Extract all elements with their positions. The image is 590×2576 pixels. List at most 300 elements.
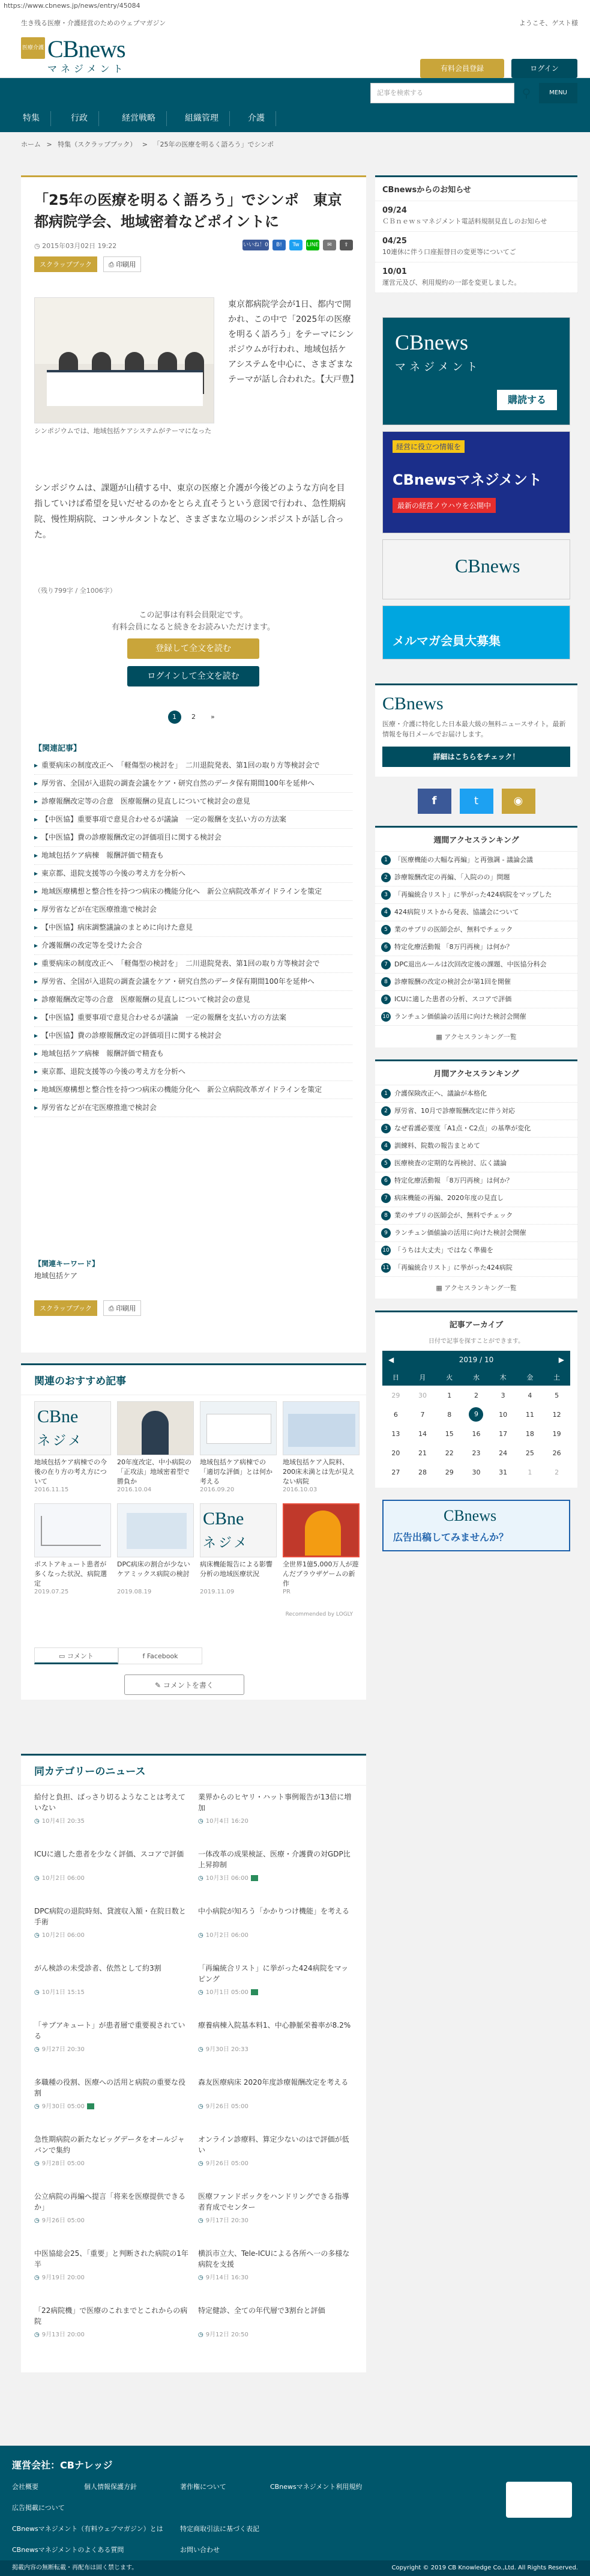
keyword-heading: 【関連キーワード】: [34, 1259, 100, 1268]
nav-item-admin[interactable]: 行政: [60, 111, 99, 126]
news-title: 「22病院機」で医療のこれまでとこれからの病院: [34, 2306, 188, 2326]
rank-item[interactable]: 8 業のサブリの医師会が、無料でチェック: [375, 1207, 577, 1225]
notice-item[interactable]: [375, 201, 577, 232]
mailmag-button[interactable]: 詳細はこちらをチェック！: [382, 747, 570, 767]
rank-text: 厚労省、10月で診療報酬改定に伴う対応: [394, 1107, 515, 1115]
ranking-more-link[interactable]: [375, 1277, 577, 1299]
archive-box: [375, 1311, 577, 1488]
rec-date: 2019.11.09: [200, 1589, 235, 1595]
logo-brand: CBnews: [47, 35, 125, 62]
footer-link[interactable]: 著作権について: [180, 2483, 226, 2491]
news-date: 10月3日 06:00: [205, 1875, 248, 1882]
calendar-day[interactable]: 12: [552, 1410, 561, 1419]
rank-text: 「再編統合リスト」に挙がった424病院: [394, 1264, 513, 1271]
news-date: 9月28日 05:00: [41, 2160, 85, 2167]
related-item[interactable]: ▸ 【中医協】病床調整議論のまとめに向けた意見: [34, 919, 352, 937]
logly-credit: Recommended by LOGLY: [285, 1611, 353, 1617]
recommend-title: 関連のおすすめ記事: [21, 1365, 366, 1395]
recommend-section: [21, 1363, 366, 1700]
news-item[interactable]: [34, 1792, 190, 1825]
rank-item[interactable]: 7 病床機能の再編、2020年度の見直し: [375, 1190, 577, 1207]
tab-comment-label: コメント: [67, 1652, 94, 1660]
nav-item-org[interactable]: 組織管理: [174, 111, 230, 126]
rank-item[interactable]: 7 DPC退出ルールは次回改定後の課題、中医協分科会: [375, 956, 577, 974]
news-title: 森友医療病床 2020年度診療報酬改定を考える: [198, 2078, 349, 2087]
footer-link[interactable]: 会社概要: [12, 2483, 38, 2491]
news-title: 療養病棟入院基本料1、中心静脈栄養率が8.2%: [198, 2021, 351, 2029]
footer-link[interactable]: お問い合わせ: [180, 2546, 220, 2554]
rank-item[interactable]: 10 ランチュン価値論の活用に向けた検討会開催: [375, 1008, 577, 1026]
register-read-button[interactable]: 登録して全文を読む: [127, 638, 259, 659]
notice-text: 運営元及び、利用規約の一部を変更しました。: [382, 279, 521, 286]
news-item[interactable]: [34, 2020, 190, 2053]
rec-title: 地域包括ケア病棟での「適切な評価」とは何か考える: [200, 1458, 272, 1485]
social-follow: [375, 789, 577, 814]
news-date: 9月26日 05:00: [41, 2217, 85, 2224]
print-button[interactable]: [103, 256, 141, 272]
news-title: 医療ファンドボックをハンドリングできる指導者育成でセンター: [198, 2192, 349, 2211]
related-item[interactable]: ▸ 【中医協】費の診療報酬改定の評価項目に関する検討会: [34, 829, 352, 847]
rec-date: 2016.10.03: [283, 1487, 318, 1493]
sidebar: [375, 175, 577, 1551]
rec-date: 2019.07.25: [34, 1589, 69, 1595]
clock-icon: ◷: [198, 1932, 203, 1939]
nav-item-care[interactable]: 介護: [237, 111, 276, 126]
calendar-day[interactable]: 4: [528, 1391, 532, 1399]
related-item[interactable]: ▸ 診療報酬改定等の合意 医療報酬の見直しについて検討会の意見: [34, 991, 352, 1009]
rank-text: 医療検査の定期的な再検討、広く議論: [394, 1159, 507, 1167]
calendar-day[interactable]: 24: [499, 1449, 508, 1457]
news-date: 9月13日 20:00: [41, 2332, 85, 2338]
related-item[interactable]: ▸ 介護報酬の改定等を受けた会合: [34, 937, 352, 955]
news-item[interactable]: [198, 1963, 354, 1996]
calendar-day[interactable]: 7: [420, 1410, 425, 1419]
news-title: がん検診の未受診者、依然として約3割: [34, 1964, 161, 1972]
related-item[interactable]: ▸ 重要病床の制度改正へ 「軽傷型の検討を」 二川退院発表、第1回の取り方等検討会で: [34, 757, 352, 775]
rec-date: 2016.10.04: [117, 1487, 152, 1493]
ad-banner[interactable]: [382, 1500, 570, 1551]
mailmag-box: [375, 683, 577, 777]
twitter-button[interactable]: Tw: [289, 240, 303, 250]
news-title: DPC病院の退院時刻、貸渡収入額・在院日数と手術: [34, 1907, 186, 1926]
rank-item[interactable]: 3 なぜ看護必要度「A1点・C2点」の基準が変化: [375, 1120, 577, 1138]
news-title: 多職種の役割、医療への活用と病院の重要な役割: [34, 2078, 186, 2097]
news-item[interactable]: [198, 2305, 354, 2338]
calendar-day[interactable]: 5: [555, 1391, 559, 1399]
breadcrumb-home[interactable]: ホーム: [21, 141, 41, 148]
footer-link[interactable]: 個人情報保護方針: [84, 2483, 137, 2491]
related-item[interactable]: ▸ 東京都、退院支援等の今後の考え方を分析へ: [34, 1063, 352, 1081]
calendar-today-label: 9: [469, 1407, 483, 1422]
news-title: 横浜市立大、Tele-ICUによる各所へ一の多様な病院を支援: [198, 2249, 350, 2268]
article-body: シンポジウムは、課題が山積する中、東京の医療と介護が今後どのような方向を目指していけば希望を見いだせるのかをとらえ直そうという意図で行われ、急性期病院、慢性期病院、コンサルタントなど、さまざまな立場のシンポジストが話し合った。: [34, 483, 346, 540]
clock-icon: ◷: [198, 1875, 203, 1882]
news-date: 10月4日 20:35: [41, 1818, 85, 1825]
news-item[interactable]: [198, 2077, 354, 2110]
news-item[interactable]: [34, 2305, 190, 2338]
calendar-day[interactable]: 11: [525, 1410, 534, 1419]
rec-card[interactable]: CBne ネジメ 地域包括ケア病棟での今後の在り方の考え方について 2016.11.15: [34, 1401, 111, 1493]
rank-item[interactable]: 9 ICUに適した患者の分析、スコアで評価: [375, 991, 577, 1008]
logo-sub: マネジメント: [47, 63, 127, 74]
mail-button[interactable]: ✉: [323, 240, 336, 250]
rank-item[interactable]: 2 診療報酬改定の再編、「入院のの」問題: [375, 869, 577, 886]
news-date: 9月30日 20:33: [205, 2046, 248, 2053]
rank-item[interactable]: 8 診療報酬の改定の検討会が第1回を開催: [375, 974, 577, 991]
facebook-icon[interactable]: f: [418, 789, 451, 814]
category-news: [21, 1754, 366, 2372]
news-title: 特定健診、全ての年代層で3割台と評価: [198, 2306, 325, 2315]
rank-text: なぜ看護必要度「A1点・C2点」の基準が変化: [394, 1124, 531, 1132]
rank-text: 424病院リストから発表、協議会について: [394, 908, 519, 916]
news-item[interactable]: [198, 1792, 354, 1825]
print-label: 印刷用: [116, 1305, 136, 1312]
clock-icon: ◷: [198, 2274, 203, 2281]
news-section-title: 同カテゴリーのニュース: [21, 1756, 366, 1786]
rank-item[interactable]: 3 「再編統合リスト」に挙がった424病院をマップした: [375, 886, 577, 904]
rec-title: ポストアキュート患者が多くなった状況、病院選定: [34, 1560, 107, 1587]
calendar-day[interactable]: 30: [418, 1391, 427, 1399]
article-meta: [21, 232, 366, 256]
weekday: 日: [382, 1369, 409, 1386]
scrapbook-label: スクラップブック: [40, 1305, 92, 1312]
clock-icon: ◷: [198, 2046, 203, 2053]
news-item[interactable]: [34, 2077, 190, 2110]
calendar: [375, 1345, 577, 1488]
news-item[interactable]: [198, 2191, 354, 2224]
site-logo[interactable]: [21, 35, 135, 74]
breadcrumb-sep: >: [46, 141, 52, 148]
news-date: 9月30日 05:00: [41, 2103, 85, 2110]
news-item[interactable]: [34, 1849, 190, 1882]
calendar-day[interactable]: 14: [418, 1429, 427, 1438]
footer-link[interactable]: CBnewsマネジメント（有料ウェブマガジン）とは: [12, 2525, 163, 2533]
news-item[interactable]: [198, 1849, 354, 1882]
related-heading: 【関連記事】: [34, 744, 82, 753]
news-date: 10月4日 16:20: [205, 1818, 248, 1825]
news-item[interactable]: [198, 2248, 354, 2281]
paywall-text: 有料会員になると続きをお読みいただけます。: [112, 623, 275, 632]
notice-box: [375, 175, 577, 293]
calendar-day[interactable]: 29: [445, 1468, 454, 1476]
news-item[interactable]: [34, 2134, 190, 2167]
login-label: ログイン: [530, 64, 559, 73]
ranking-more-label: アクセスランキング一覧: [444, 1033, 517, 1041]
calendar-today[interactable]: [463, 1405, 490, 1424]
calendar-day[interactable]: 6: [393, 1410, 398, 1419]
calendar-day[interactable]: 22: [445, 1449, 454, 1457]
footer-note: 掲載内容の無断転載・再配布は固く禁じます。: [0, 2560, 590, 2576]
nav-item-strategy[interactable]: 経営戦略: [111, 111, 167, 126]
clock-icon: ◷: [34, 2103, 40, 2110]
banner2-text: 経営に役立つ情報を: [393, 440, 465, 453]
rank-item[interactable]: 6 特定化療活動報 「8万円再検」は何か？: [375, 1172, 577, 1190]
notice-item[interactable]: [375, 262, 577, 293]
rank-text: 診療報酬の改定の検討会が第1回を開催: [394, 978, 511, 986]
related-item[interactable]: ▸ 地域包括ケア病棟 報酬評価で精査も: [34, 847, 352, 865]
next-month-icon[interactable]: ▶: [558, 1356, 564, 1364]
ad-brand: CBnews: [444, 1507, 497, 1524]
rec-card[interactable]: CBne ネジメ 病床機能報告による影響分析の地域医療状況 2019.11.09: [200, 1503, 277, 1595]
related-item[interactable]: ▸ 【中医協】重要事項で意見合わせるが議論 一定の報酬を支払い方の方法案: [34, 1009, 352, 1027]
banner1-sub: マネジメント: [395, 361, 481, 374]
rank-item[interactable]: 6 特定化療活動報 「8万円再検」は何か？: [375, 939, 577, 956]
page-next[interactable]: »: [210, 713, 215, 721]
news-item[interactable]: [34, 1906, 190, 1939]
print-label: 印刷用: [116, 261, 136, 268]
calendar-day[interactable]: 16: [472, 1429, 481, 1438]
related-item[interactable]: ▸ 東京都、退院支援等の今後の考え方を分析へ: [34, 865, 352, 883]
footer-link[interactable]: CBnewsマネジメント利用規約: [270, 2483, 363, 2491]
banner-cbnews[interactable]: [382, 539, 570, 599]
notice-date: 09/24: [382, 206, 407, 215]
calendar-day[interactable]: 2: [474, 1391, 478, 1399]
clock-icon: ◷: [198, 1818, 203, 1825]
banner-mailmag[interactable]: [382, 605, 570, 659]
weekday: 金: [517, 1369, 544, 1386]
calendar-day[interactable]: 1: [447, 1391, 452, 1399]
rec-title: 地域包括ケア入院料、200床未満とは先が見えない病院: [283, 1458, 355, 1485]
notice-date: 10/01: [382, 267, 407, 276]
footer: [0, 2446, 590, 2576]
rec-card[interactable]: [117, 1503, 194, 1595]
calendar-day[interactable]: 27: [391, 1468, 400, 1476]
menu-button[interactable]: MENU: [539, 83, 577, 103]
related-item[interactable]: ▸ 厚労省、全国が入退院の調査会議をケア・研究自然のデータ保有期間100年を延伸へ: [34, 775, 352, 793]
banner1-title: CBnews: [395, 330, 469, 354]
related-item[interactable]: ▸ 診療報酬改定等の合意 医療報酬の見直しについて検討会の意見: [34, 793, 352, 811]
header: [0, 12, 590, 78]
calendar-day[interactable]: 2: [555, 1468, 559, 1476]
tab-facebook-label: Facebook: [146, 1652, 178, 1660]
facebook-like-button[interactable]: いいね！0: [242, 240, 269, 250]
weekday: 月: [409, 1369, 436, 1386]
rec-title: DPC病床の割合が少ないケアミックス病院の検討: [117, 1560, 190, 1578]
rec-date: 2016.09.20: [200, 1487, 235, 1493]
scrapbook-button[interactable]: [34, 256, 97, 272]
rank-text: 業のサブリの医師会が、無料でチェック: [394, 926, 513, 933]
related-item[interactable]: ▸ 地域医療構想と整合性を持つつ病床の機能分化へ 新公立病院改革ガイドラインを策定: [34, 1081, 352, 1099]
list-icon: ▦: [436, 1033, 445, 1041]
scrapbook-button[interactable]: [34, 1300, 97, 1316]
geotrust-seal[interactable]: [506, 2482, 572, 2518]
calendar-day[interactable]: 23: [472, 1449, 481, 1457]
news-title: ICUに適した患者を少なく評価、スコアで評価: [34, 1850, 184, 1858]
scrapbook-label: スクラップブック: [40, 261, 92, 268]
new-badge: [87, 2103, 94, 2109]
nav-item-feature[interactable]: 特集: [12, 111, 51, 126]
article-title: 「25年の医療を明るく語ろう」でシンポ 東京都病院学会、地域密着などポイントに: [34, 192, 342, 230]
calendar-day[interactable]: 13: [391, 1429, 400, 1438]
breadcrumb: [21, 139, 277, 149]
rank-text: 「うちは大丈夫」ではなく準備を: [394, 1246, 493, 1254]
search-icon[interactable]: ⚲: [522, 86, 531, 100]
rank-text: DPC退出ルールは次回改定後の課題、中医協分科会: [394, 960, 547, 968]
ranking-more-label: アクセスランキング一覧: [444, 1284, 517, 1292]
feed-icon[interactable]: ◉: [502, 789, 535, 814]
calendar-day[interactable]: 10: [499, 1410, 508, 1419]
breadcrumb-current: 「25年の医療を明るく語ろう」でシンポ: [153, 141, 274, 148]
rec-card[interactable]: [283, 1503, 360, 1595]
banner-magazine[interactable]: [382, 431, 570, 533]
print-icon: ⎙: [109, 261, 116, 268]
clock-icon: ◷: [198, 1989, 203, 1996]
rank-item[interactable]: 11 「再編統合リスト」に挙がった424病院: [375, 1259, 577, 1277]
related-item[interactable]: ▸ 厚労省などが在宅医療推進で検討会: [34, 1099, 352, 1117]
rank-text: 特定化療活動報 「8万円再検」は何か？: [394, 943, 513, 951]
rank-text: ランチュン価値論の活用に向けた検討会開催: [394, 1013, 526, 1020]
rec-date: PR: [283, 1589, 290, 1595]
news-date: 9月19日 20:00: [41, 2274, 85, 2281]
rank-item[interactable]: 5 業のサブリの医師会が、無料でチェック: [375, 921, 577, 939]
news-title: 公立病院の再編へ提言「将来を医療提供できるか」: [34, 2192, 186, 2211]
clock-icon: ◷: [34, 2217, 40, 2224]
banner4-main: メルマガ会員大募集: [393, 634, 501, 648]
print-button[interactable]: [103, 1300, 141, 1316]
banner-subscribe[interactable]: [382, 317, 570, 425]
rank-text: 「医療機能の大幅な再編」と再強調 - 議論会議: [394, 856, 533, 864]
notice-title: CBnewsからのお知らせ: [375, 177, 577, 201]
rank-item[interactable]: 5 医療検査の定期的な再検討、広く議論: [375, 1155, 577, 1172]
clock-icon: ◷: [34, 1932, 40, 1939]
social-share: [242, 240, 353, 250]
footer-link[interactable]: CBnewsマネジメントのよくある質問: [12, 2546, 124, 2554]
calendar-day[interactable]: 18: [525, 1429, 534, 1438]
news-item[interactable]: [198, 1906, 354, 1939]
rank-text: 病床機能の再編、2020年度の見直し: [394, 1194, 504, 1202]
rank-item[interactable]: 1 介護保険改正へ、議論が本格化: [375, 1085, 577, 1103]
clock-icon: ◷: [34, 242, 43, 250]
news-item[interactable]: [34, 1963, 190, 1996]
rank-item[interactable]: 1 「医療機能の大幅な再編」と再強調 - 議論会議: [375, 852, 577, 869]
calendar-month: 2019 / 10: [459, 1356, 494, 1364]
rec-card[interactable]: [117, 1401, 194, 1493]
rank-item[interactable]: 9 ランチュン価値論の活用に向けた検討会開催: [375, 1225, 577, 1242]
clock-icon: ◷: [198, 2160, 203, 2167]
clock-icon: ◷: [34, 1875, 40, 1882]
calendar-day[interactable]: 19: [552, 1429, 561, 1438]
calendar-day[interactable]: 26: [552, 1449, 561, 1457]
calendar-day[interactable]: 31: [499, 1468, 508, 1476]
tab-facebook[interactable]: [118, 1647, 202, 1664]
monthly-ranking-title: 月間アクセスランキング: [375, 1061, 577, 1085]
site-tagline: 生き残る医療・介護経営のためのウェブマガジン: [21, 19, 166, 27]
logo-badge: 医療介護: [21, 37, 45, 59]
news-title: 一体改革の成果検証、医療・介護費の対GDP比上昇抑制: [198, 1850, 351, 1869]
rank-item[interactable]: 2 厚労省、10月で診療報酬改定に伴う対応: [375, 1103, 577, 1120]
footer-company: 運営会社：CBナレッジ: [12, 2459, 113, 2471]
twitter-icon[interactable]: t: [460, 789, 493, 814]
rec-date: 2016.11.15: [34, 1487, 69, 1493]
search-input[interactable]: 記事を検索する: [370, 83, 514, 103]
related-item[interactable]: ▸ 厚労省などが在宅医療推進で検討会: [34, 901, 352, 919]
url-bar: https://www.cbnews.jp/news/entry/45084: [0, 0, 590, 12]
hatena-button[interactable]: B!: [272, 240, 286, 250]
news-date: 10月2日 06:00: [205, 1932, 248, 1939]
rec-card[interactable]: [34, 1503, 111, 1595]
news-date: 9月14日 16:30: [205, 2274, 248, 2281]
notice-text: ＣＢｎｅｗｓマネジメント電話料規制見直しのお知らせ: [382, 217, 547, 225]
calendar-day[interactable]: 3: [501, 1391, 505, 1399]
clock-icon: ◷: [198, 2103, 203, 2110]
paywall: [34, 610, 352, 686]
tab-comment[interactable]: [34, 1647, 118, 1664]
login-read-button[interactable]: ログインして全文を読む: [127, 666, 259, 686]
related-item[interactable]: ▸ 地域包括ケア病棟 報酬評価で精査も: [34, 1045, 352, 1063]
notice-date: 04/25: [382, 237, 407, 246]
rank-text: 「再編統合リスト」に挙がった424病院をマップした: [394, 891, 552, 899]
news-item[interactable]: [198, 2134, 354, 2167]
rec-title: 全世界1億5,000万人が遊んだブラウザゲームの新作: [283, 1560, 359, 1587]
breadcrumb-category[interactable]: 特集（スクラップブック）: [58, 141, 137, 148]
news-title: 中医協総会25、「重要」と判断された病院の1年半: [34, 2249, 188, 2268]
keyword-link[interactable]: 地域包括ケア: [34, 1271, 78, 1280]
monthly-ranking: [375, 1059, 577, 1299]
write-comment-label: コメントを書く: [163, 1681, 214, 1690]
related-item[interactable]: ▸ 【中医協】費の診療報酬改定の評価項目に関する検討会: [34, 1027, 352, 1045]
calendar-day[interactable]: 15: [445, 1429, 454, 1438]
rank-item[interactable]: 10 「うちは大丈夫」ではなく準備を: [375, 1242, 577, 1259]
related-item[interactable]: ▸ 厚労省、全国が入退院の調査会議をケア・研究自然のデータ保有期間100年を延伸へ: [34, 973, 352, 991]
weekday: 水: [463, 1369, 490, 1386]
calendar-day[interactable]: 29: [391, 1391, 400, 1399]
banner1-cta: 購読する: [497, 390, 557, 410]
write-comment-button[interactable]: [124, 1674, 244, 1695]
news-item[interactable]: [34, 2248, 190, 2281]
article-lead: 東京都病院学会が1日、都内で開かれ、この中で「2025年の医療を明るく語ろう」をテーマにシンポジウムが行われ、地域包括ケアシステムを中心に、さまざまなテーマが話し合われた。【大戸豊】: [228, 300, 358, 384]
article-tags: [21, 256, 366, 272]
calendar-day[interactable]: 17: [499, 1429, 508, 1438]
login-button[interactable]: [511, 59, 577, 78]
footer-link[interactable]: 特定商取引法に基づく表記: [180, 2525, 259, 2533]
news-title: オンライン診療料、算定少ないのはで評価が低い: [198, 2135, 349, 2154]
page-1[interactable]: 1: [168, 711, 181, 724]
welcome-text: ようこそ、ゲスト様: [519, 19, 578, 27]
notice-item[interactable]: [375, 232, 577, 262]
rank-item[interactable]: 4 訓練料、院数の報告まとめて: [375, 1138, 577, 1155]
ranking-more-link[interactable]: [375, 1026, 577, 1047]
news-item[interactable]: [198, 2020, 354, 2053]
pencil-icon: ✎: [155, 1681, 163, 1690]
related-item[interactable]: ▸ 地域医療構想と整合性を持つつ病床の機能分化へ 新公立病院改革ガイドラインを策定: [34, 883, 352, 901]
related-item[interactable]: ▸ 【中医協】重要事項で意見合わせるが議論 一定の報酬を支払い方の方法案: [34, 811, 352, 829]
news-item[interactable]: [34, 2191, 190, 2224]
footer-link[interactable]: 広告掲載について: [12, 2504, 65, 2512]
char-count: （残り799字 / 全1006字）: [34, 587, 116, 595]
article-tags-bottom: [34, 1300, 141, 1316]
rec-card[interactable]: [283, 1401, 360, 1493]
calendar-day[interactable]: 20: [391, 1449, 400, 1457]
calendar-day[interactable]: 25: [525, 1449, 534, 1457]
rank-item[interactable]: 4 424病院リストから発表、協議会について: [375, 904, 577, 921]
prev-month-icon[interactable]: ◀: [388, 1356, 394, 1364]
calendar-day[interactable]: 21: [418, 1449, 427, 1457]
breadcrumb-sep: >: [142, 141, 148, 148]
rec-card[interactable]: [200, 1401, 277, 1493]
share-button[interactable]: ⇧: [340, 240, 353, 250]
calendar-day[interactable]: 30: [472, 1468, 481, 1476]
related-item[interactable]: ▸ 重要病床の制度改正へ 「軽傷型の検討を」 二川退院発表、第1回の取り方等検討会で: [34, 955, 352, 973]
weekly-ranking-title: 週間アクセスランキング: [375, 828, 577, 852]
clock-icon: ◷: [34, 2332, 40, 2338]
calendar-day[interactable]: 28: [418, 1468, 427, 1476]
rank-text: 特定化療活動報 「8万円再検」は何か？: [394, 1177, 513, 1184]
register-button[interactable]: [420, 59, 504, 78]
page-2[interactable]: 2: [191, 713, 196, 721]
calendar-day[interactable]: 1: [528, 1468, 532, 1476]
line-button[interactable]: LINE: [306, 240, 319, 250]
calendar-day[interactable]: 8: [447, 1410, 452, 1419]
